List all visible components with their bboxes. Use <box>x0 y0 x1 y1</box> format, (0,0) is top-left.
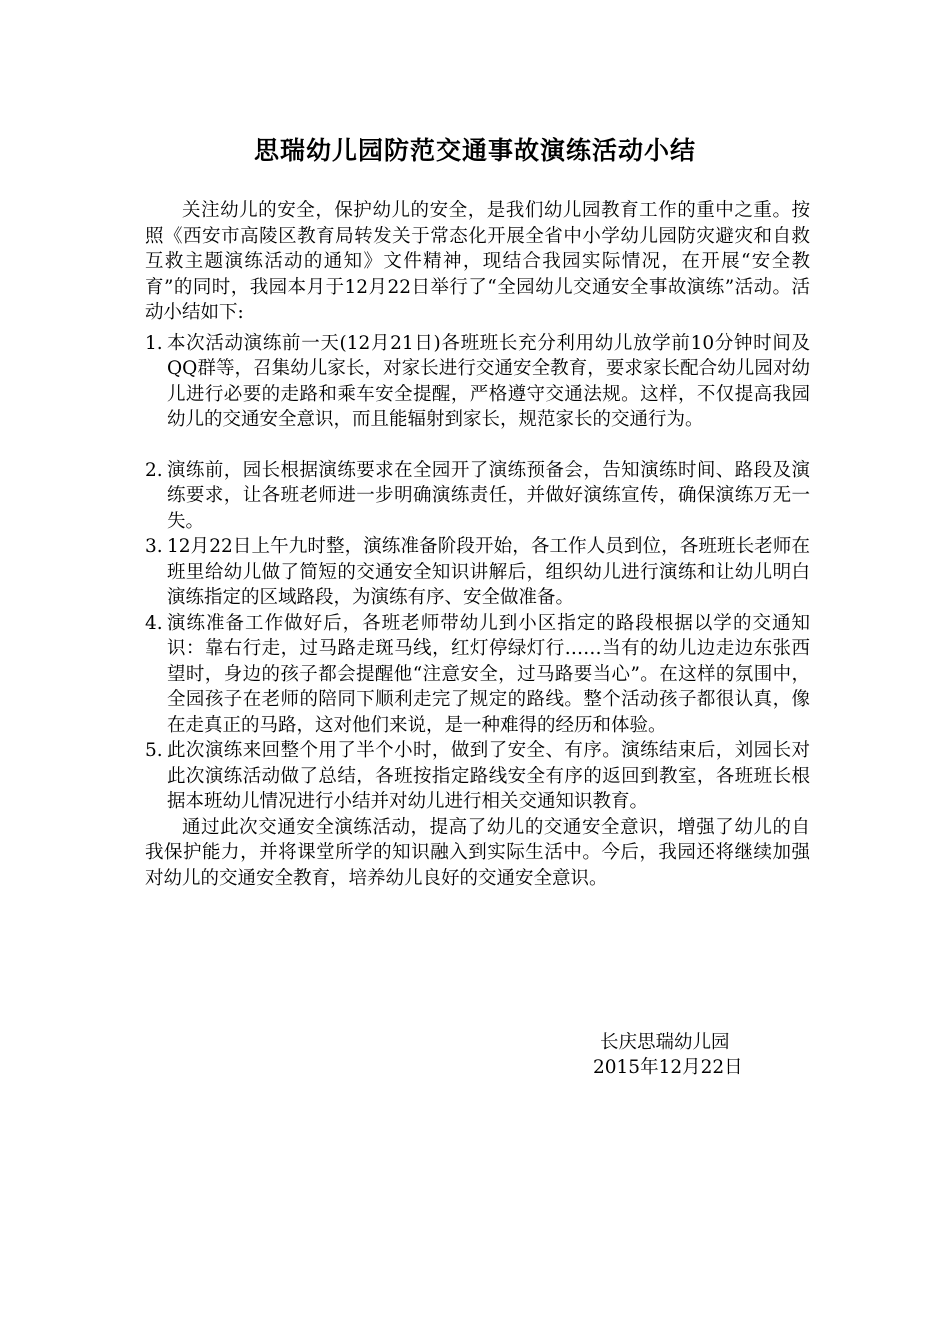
signature-date: 2015年12月22日 <box>593 1057 743 1078</box>
list-item-number: 5. <box>145 740 163 761</box>
list-item-text: 本次活动演练前一天(12月21日)各班班长充分利用幼儿放学前10分钟时间及QQ群等，召集幼儿家长，对家长进行交通安全教育，要求家长配合幼儿园对幼儿进行必要的走路和乘车安全提醒，严格遵守交通法规。这样，不仅提高我园幼儿的交通安全意识，而且能辐射到家长，规范家长的交通行为。 <box>167 332 810 430</box>
list-item-number: 2. <box>145 459 163 481</box>
list-item-number: 1. <box>145 332 163 354</box>
intro-paragraph: 关注幼儿的安全，保护幼儿的安全，是我们幼儿园教育工作的重中之重。按照《西安市高陵区教育局转发关于常态化开展全省中小学幼儿园防灾避灾和自救互救主题演练活动的通知》文件精神，现结合我园实际情况，在开展“安全教育”的同时，我园本月于12月22日举行了“全园幼儿交通安全事故演练”活动。活动小结如下: <box>145 200 810 323</box>
signature-block <box>560 1030 810 1080</box>
list-item <box>145 458 810 535</box>
list-item-text: 演练准备工作做好后，各班老师带幼儿到小区指定的路段根据以学的交通知识：靠右行走，过马路走斑马线，红灯停绿灯行……当有的幼儿边走边东张西望时，身边的孩子都会提醒他“注意安全，过马路要当心”。在这样的氛围中，全园孩子在老师的陪同下顺利走完了规定的路线。整个活动孩子都很认真，像在走真正的马路，这对他们来说，是一种难得的经历和体验。 <box>167 612 810 736</box>
list-item-text: 此次演练来回整个用了半个小时，做到了安全、有序。演练结束后，刘园长对此次演练活动做了总结，各班按指定路线安全有序的返回到教室，各班班长根据本班幼儿情况进行小结并对幼儿进行相关交通知识教育。 <box>167 740 810 812</box>
summary-list <box>145 331 810 815</box>
list-item <box>145 534 810 611</box>
list-item-text: 演练前，园长根据演练要求在全园开了演练预备会，告知演练时间、路段及演练要求，让各班老师进一步明确演练责任，并做好演练宣传，确保演练万无一失。 <box>167 459 810 532</box>
list-item <box>145 738 810 815</box>
list-item <box>145 611 810 739</box>
document-body <box>145 198 810 891</box>
list-item-number: 4. <box>145 612 163 634</box>
document-title: 思瑞幼儿园防范交通事故演练活动小结 <box>253 136 696 165</box>
list-item-number: 3. <box>145 536 163 557</box>
list-item <box>145 331 810 433</box>
signature-organization: 长庆思瑞幼儿园 <box>600 1032 730 1053</box>
conclusion-paragraph: 通过此次交通安全演练活动，提高了幼儿的交通安全意识，增强了幼儿的自我保护能力，并将课堂所学的知识融入到实际生活中。今后，我园还将继续加强对幼儿的交通安全教育，培养幼儿良好的交通安全意识。 <box>145 816 810 889</box>
list-item-text: 12月22日上午九时整，演练准备阶段开始，各工作人员到位，各班班长老师在班里给幼儿做了简短的交通安全知识讲解后，组织幼儿进行演练和让幼儿明白演练指定的区域路段，为演练有序、安全做准备。 <box>167 536 810 608</box>
